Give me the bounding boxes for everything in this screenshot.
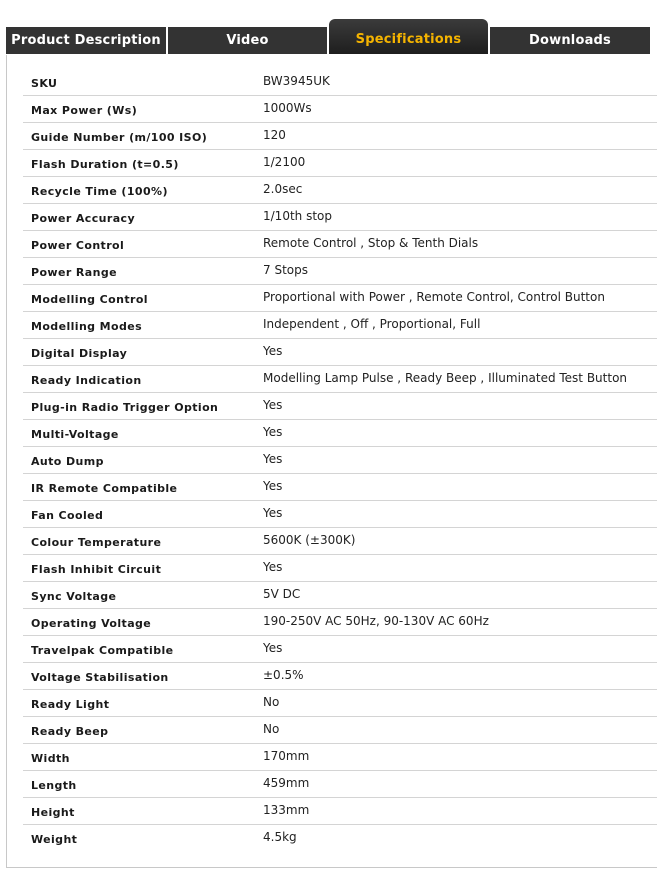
spec-value: Yes — [263, 425, 283, 439]
spec-value: 170mm — [263, 749, 310, 763]
spec-row — [23, 501, 657, 528]
spec-row — [23, 609, 657, 636]
spec-value: 4.5kg — [263, 830, 297, 844]
spec-row — [23, 555, 657, 582]
spec-label: Width — [31, 752, 70, 765]
tab-specifications[interactable]: Specifications — [329, 19, 488, 54]
spec-row — [23, 663, 657, 690]
spec-row — [23, 69, 657, 96]
tab-video[interactable]: Video — [168, 27, 327, 54]
spec-label: Voltage Stabilisation — [31, 671, 169, 684]
spec-row — [23, 258, 657, 285]
spec-label: Weight — [31, 833, 78, 846]
spec-value: 5V DC — [263, 587, 301, 601]
spec-row — [23, 285, 657, 312]
spec-label: Multi-Voltage — [31, 428, 119, 441]
spec-label: Ready Beep — [31, 725, 109, 738]
spec-row — [23, 420, 657, 447]
spec-value: 190-250V AC 50Hz, 90-130V AC 60Hz — [263, 614, 489, 628]
spec-value: No — [263, 695, 280, 709]
spec-value: No — [263, 722, 280, 736]
spec-row — [23, 528, 657, 555]
spec-label: Recycle Time (100%) — [31, 185, 168, 198]
spec-label: Modelling Modes — [31, 320, 143, 333]
spec-row — [23, 312, 657, 339]
spec-value: 1/10th stop — [263, 209, 332, 223]
spec-label: Colour Temperature — [31, 536, 162, 549]
spec-label: Auto Dump — [31, 455, 104, 468]
spec-row — [23, 177, 657, 204]
spec-label: Plug-in Radio Trigger Option — [31, 401, 219, 414]
spec-row — [23, 150, 657, 177]
spec-value: 1/2100 — [263, 155, 306, 169]
spec-value: 1000Ws — [263, 101, 312, 115]
spec-label: Fan Cooled — [31, 509, 104, 522]
spec-label: SKU — [31, 77, 58, 90]
spec-label: Power Accuracy — [31, 212, 136, 225]
spec-value: Yes — [263, 452, 283, 466]
spec-row — [23, 393, 657, 420]
spec-label: Flash Inhibit Circuit — [31, 563, 162, 576]
tab-product-description[interactable]: Product Description — [6, 27, 166, 54]
spec-label: Power Range — [31, 266, 117, 279]
tab-downloads[interactable]: Downloads — [490, 27, 650, 54]
spec-value: 133mm — [263, 803, 310, 817]
spec-value: Independent , Off , Proportional, Full — [263, 317, 481, 331]
spec-value: 5600K (±300K) — [263, 533, 356, 547]
spec-row — [23, 744, 657, 771]
spec-row — [23, 447, 657, 474]
spec-row — [23, 582, 657, 609]
spec-label: Ready Light — [31, 698, 110, 711]
spec-value: Yes — [263, 641, 283, 655]
spec-value: 120 — [263, 128, 286, 142]
spec-value: Proportional with Power , Remote Control, Control Button — [263, 290, 605, 304]
spec-label: Sync Voltage — [31, 590, 117, 603]
spec-value: 459mm — [263, 776, 310, 790]
spec-value: 7 Stops — [263, 263, 308, 277]
spec-row — [23, 123, 657, 150]
spec-row — [23, 366, 657, 393]
spec-row — [23, 717, 657, 744]
spec-label: Power Control — [31, 239, 125, 252]
specifications-panel — [6, 55, 657, 868]
spec-row — [23, 474, 657, 501]
spec-value: 2.0sec — [263, 182, 303, 196]
spec-value: Remote Control , Stop & Tenth Dials — [263, 236, 479, 250]
spec-label: Modelling Control — [31, 293, 148, 306]
spec-label: Digital Display — [31, 347, 128, 360]
spec-row — [23, 825, 657, 852]
spec-value: Yes — [263, 344, 283, 358]
spec-row — [23, 636, 657, 663]
tab-bar — [6, 19, 650, 55]
spec-row — [23, 204, 657, 231]
spec-label: Max Power (Ws) — [31, 104, 138, 117]
spec-value: Yes — [263, 479, 283, 493]
spec-row — [23, 339, 657, 366]
spec-row — [23, 798, 657, 825]
spec-row — [23, 690, 657, 717]
spec-label: Ready Indication — [31, 374, 142, 387]
spec-value: ±0.5% — [263, 668, 304, 682]
spec-label: Travelpak Compatible — [31, 644, 174, 657]
spec-value: BW3945UK — [263, 74, 330, 88]
spec-value: Modelling Lamp Pulse , Ready Beep , Illuminated Test Button — [263, 371, 628, 385]
spec-value: Yes — [263, 398, 283, 412]
spec-label: Guide Number (m/100 ISO) — [31, 131, 208, 144]
spec-value: Yes — [263, 506, 283, 520]
spec-label: Height — [31, 806, 75, 819]
spec-value: Yes — [263, 560, 283, 574]
spec-row — [23, 231, 657, 258]
spec-label: Flash Duration (t=0.5) — [31, 158, 179, 171]
spec-label: Operating Voltage — [31, 617, 152, 630]
spec-label: Length — [31, 779, 77, 792]
specifications-table — [23, 69, 657, 852]
spec-label: IR Remote Compatible — [31, 482, 178, 495]
spec-row — [23, 771, 657, 798]
spec-row — [23, 96, 657, 123]
